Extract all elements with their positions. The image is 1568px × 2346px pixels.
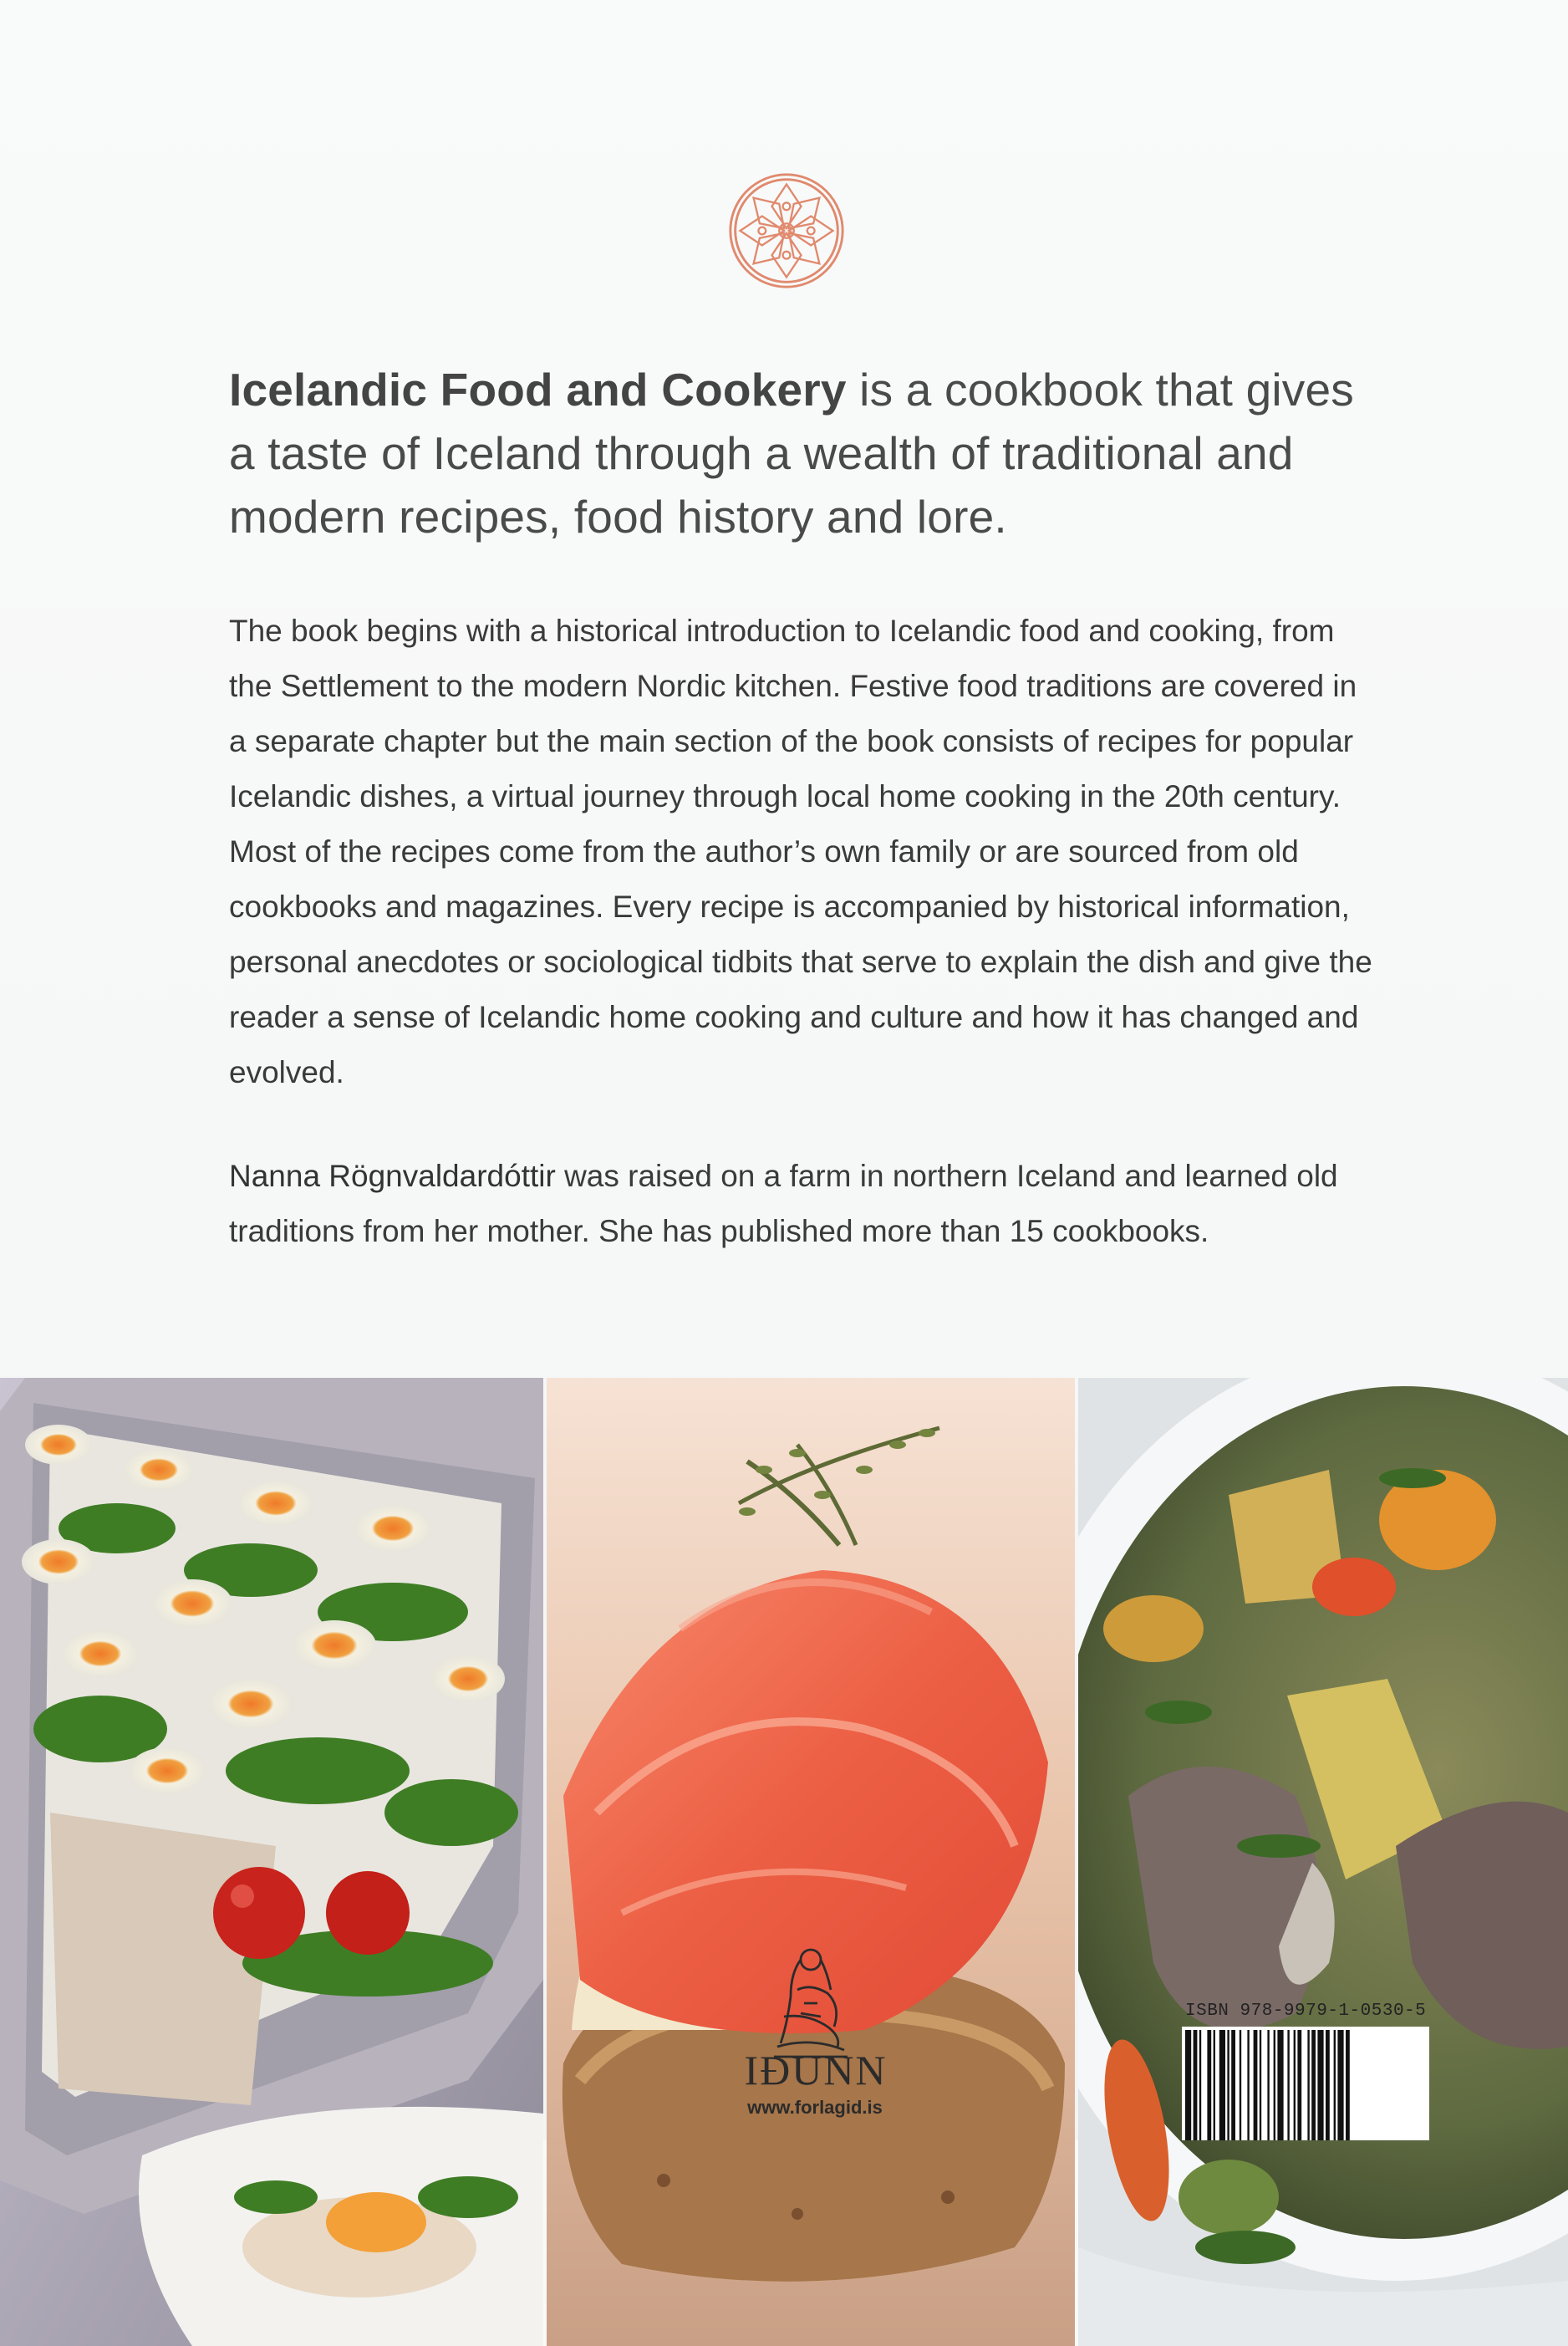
lead-paragraph	[229, 358, 1366, 548]
publisher-url[interactable]: www.forlagid.is	[747, 2097, 883, 2118]
barcode-bar	[1199, 2030, 1201, 2140]
barcode-bar	[1317, 2030, 1323, 2140]
barcode-icon	[1182, 2027, 1429, 2140]
barcode-bar	[1219, 2030, 1225, 2140]
barcode-bar	[1334, 2030, 1336, 2140]
barcode-bar	[1185, 2030, 1191, 2140]
barcode-bar	[1231, 2030, 1235, 2140]
lamb-soup-photo	[1078, 1378, 1568, 2346]
rosette-ornament-icon	[725, 170, 848, 292]
isbn-text: ISBN 978-9979-1-0530-5	[1185, 2002, 1427, 2021]
barcode-bar	[1307, 2030, 1309, 2140]
barcode-bar	[1311, 2030, 1316, 2140]
barcode-bar	[1287, 2030, 1289, 2140]
barcode-bar	[1294, 2030, 1296, 2140]
barcode-bar	[1297, 2030, 1301, 2140]
barcode-bar	[1260, 2030, 1261, 2140]
lead-text: is a cookbook that gives a taste of Iceland through a wealth of traditional and modern recipes, food history and lore.	[229, 364, 1354, 543]
barcode-bar	[1227, 2030, 1229, 2140]
barcode-bar	[1267, 2030, 1269, 2140]
barcode-bar	[1254, 2030, 1258, 2140]
author-name: Nanna Rögnvaldardóttir	[229, 1159, 556, 1193]
barcode-bar	[1207, 2030, 1211, 2140]
barcode-bar	[1337, 2030, 1343, 2140]
barcode-bar	[1214, 2030, 1215, 2140]
barcode-bar	[1346, 2030, 1350, 2140]
photo-strip	[0, 1378, 1568, 2346]
barcode-bar	[1247, 2030, 1249, 2140]
author-paragraph	[229, 1149, 1374, 1259]
smoked-salmon-flatbread-photo	[547, 1378, 1075, 2346]
author-bio: was raised on a farm in northern Iceland and learned old traditions from her mother. She has published more than 15 cookbooks.	[229, 1159, 1338, 1248]
barcode-bar	[1274, 2030, 1275, 2140]
fish-terrine-photo	[0, 1378, 543, 2346]
barcode-bar	[1240, 2030, 1241, 2140]
publisher-name: IÐUNN	[744, 2047, 888, 2094]
barcode-bar	[1277, 2030, 1283, 2140]
description-paragraph: The book begins with a historical introduction to Icelandic food and cooking, from the Settlement to the modern Nordic kitchen. Festive food traditions are covered in a separate chapter but the main section of the book consists of recipes for popular Icelandic dishes, a virtual journey through local home cooking in the 20th century. Most of the recipes come from the author’s own family or are sourced from old cookbooks and magazines. Every recipe is accompanied by historical information, personal anecdotes or sociological tidbits that serve to explain the dish and give the reader a sense of Icelandic home cooking and culture and how it has changed and evolved.	[229, 614, 1372, 1089]
barcode-bar	[1194, 2030, 1198, 2140]
barcode-bar	[1326, 2030, 1330, 2140]
book-title: Icelandic Food and Cookery	[229, 364, 847, 416]
